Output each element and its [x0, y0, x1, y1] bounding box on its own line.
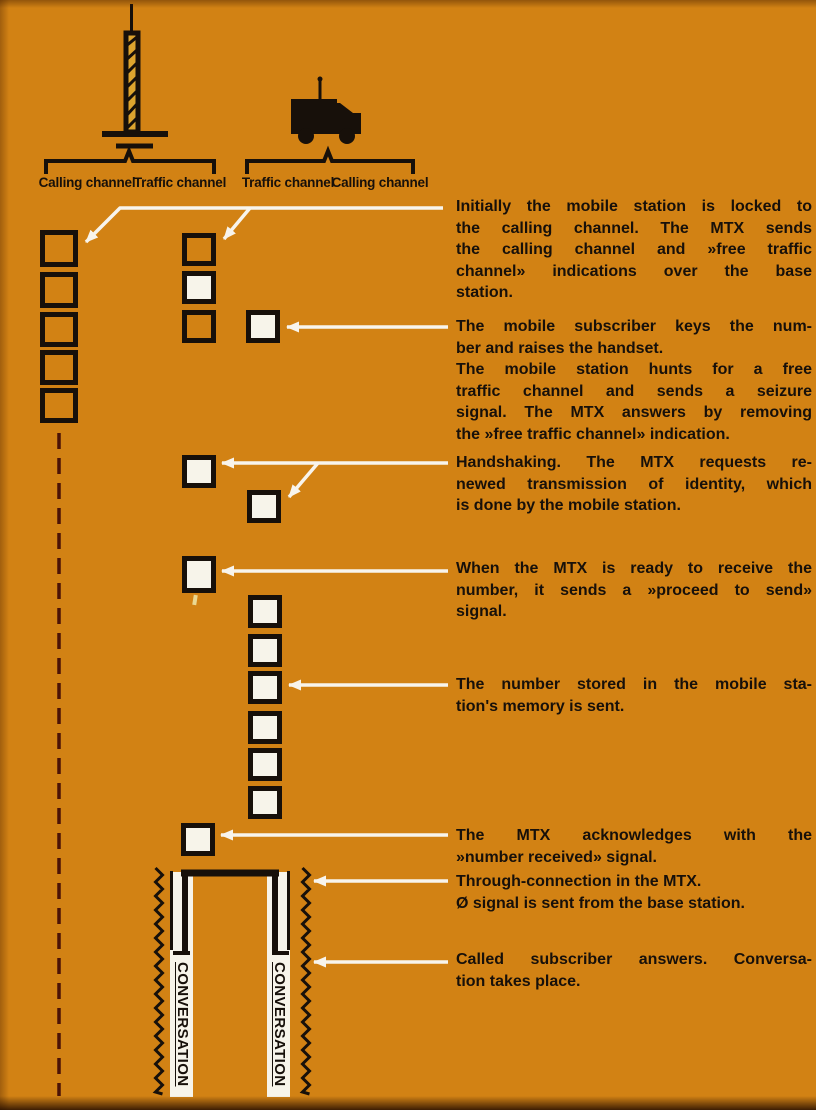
signal-square-white	[182, 271, 216, 304]
label-mobile-calling-channel: Calling channel	[331, 175, 429, 190]
signal-square	[182, 310, 216, 343]
note-line: number, it sends a »proceed to send»	[456, 581, 812, 599]
note-line: the calling channel and »free traffic	[456, 241, 812, 258]
note-line: The MTX acknowledges with the	[456, 827, 812, 844]
note-line: The number stored in the mobile sta-	[456, 676, 812, 693]
scan-shadow-top	[0, 0, 816, 8]
note-line: tion takes place.	[456, 972, 581, 990]
signal-square	[182, 233, 216, 266]
signal-square-white	[248, 634, 282, 667]
note-line: The mobile subscriber keys the num-	[456, 318, 812, 335]
mobile-station-brace	[247, 151, 413, 174]
connector-note-3b	[289, 463, 318, 497]
note-line: Ø signal is sent from the base station.	[456, 894, 745, 912]
signal-square-white	[182, 556, 216, 593]
signal-square-white	[248, 711, 282, 744]
wavy-line-right	[303, 868, 310, 1094]
label-base-traffic-channel: Traffic channel	[133, 175, 227, 190]
scan-shadow-left	[0, 0, 9, 1110]
signal-square	[40, 312, 78, 347]
note-line: is done by the mobile station.	[456, 497, 681, 514]
note-initial-lock	[456, 196, 812, 304]
signal-square-white	[248, 748, 282, 781]
connector-note-1a	[86, 208, 443, 242]
note-line: tion's memory is sent.	[456, 697, 625, 715]
note-line: Handshaking. The MTX requests re-	[456, 454, 812, 471]
note-handshaking	[456, 452, 812, 517]
small-tick-mark	[192, 595, 198, 606]
note-line: signal. The MTX answers by removing	[456, 404, 812, 421]
base-station-brace	[46, 151, 214, 174]
signal-square	[40, 272, 78, 308]
note-line: Initially the mobile station is locked to	[456, 198, 812, 215]
note-number-sent	[456, 674, 812, 717]
signal-square-white	[248, 595, 282, 628]
note-through-connection	[456, 871, 812, 914]
note-line: When the MTX is ready to receive the	[456, 560, 812, 577]
note-line: channel» indications over the base	[456, 262, 812, 280]
connector-note-1b	[224, 208, 250, 239]
note-line: signal.	[456, 603, 507, 620]
note-line: station.	[456, 284, 513, 301]
signal-square	[40, 350, 78, 385]
note-line: the calling channel. The MTX sends	[456, 219, 812, 237]
note-line: traffic channel and sends a seizure	[456, 382, 812, 400]
signal-square	[40, 230, 78, 267]
conversation-label: CONVERSATION	[271, 962, 288, 1087]
conversation-label: CONVERSATION	[174, 962, 191, 1087]
truck-icon	[291, 77, 361, 145]
note-line: Through-connection in the MTX.	[456, 873, 702, 890]
note-acknowledge	[456, 825, 812, 868]
label-mobile-traffic-channel: Traffic channel	[241, 175, 335, 190]
label-base-calling-channel: Calling channel	[38, 175, 136, 190]
note-line: »number received» signal.	[456, 848, 657, 866]
note-line: the »free traffic channel» indication.	[456, 425, 730, 443]
signal-square-white	[246, 310, 280, 343]
note-line: The mobile station hunts for a free	[456, 361, 812, 378]
note-line: Called subscriber answers. Conversa-	[456, 951, 812, 968]
note-subscriber-keys	[456, 316, 812, 445]
note-proceed-to-send	[456, 558, 812, 623]
signal-square-white	[248, 786, 282, 819]
wavy-line-left	[156, 868, 163, 1094]
signal-square-white	[181, 823, 215, 856]
signal-square-white	[182, 455, 216, 488]
signal-square-white	[247, 490, 281, 523]
note-conversation	[456, 949, 812, 992]
signal-square	[40, 388, 78, 423]
note-line: ber and raises the handset.	[456, 339, 664, 357]
note-line: newed transmission of identity, which	[456, 475, 812, 493]
radio-tower-icon	[102, 4, 168, 146]
scan-shadow-bottom	[0, 1096, 816, 1110]
signal-square-white	[248, 671, 282, 704]
